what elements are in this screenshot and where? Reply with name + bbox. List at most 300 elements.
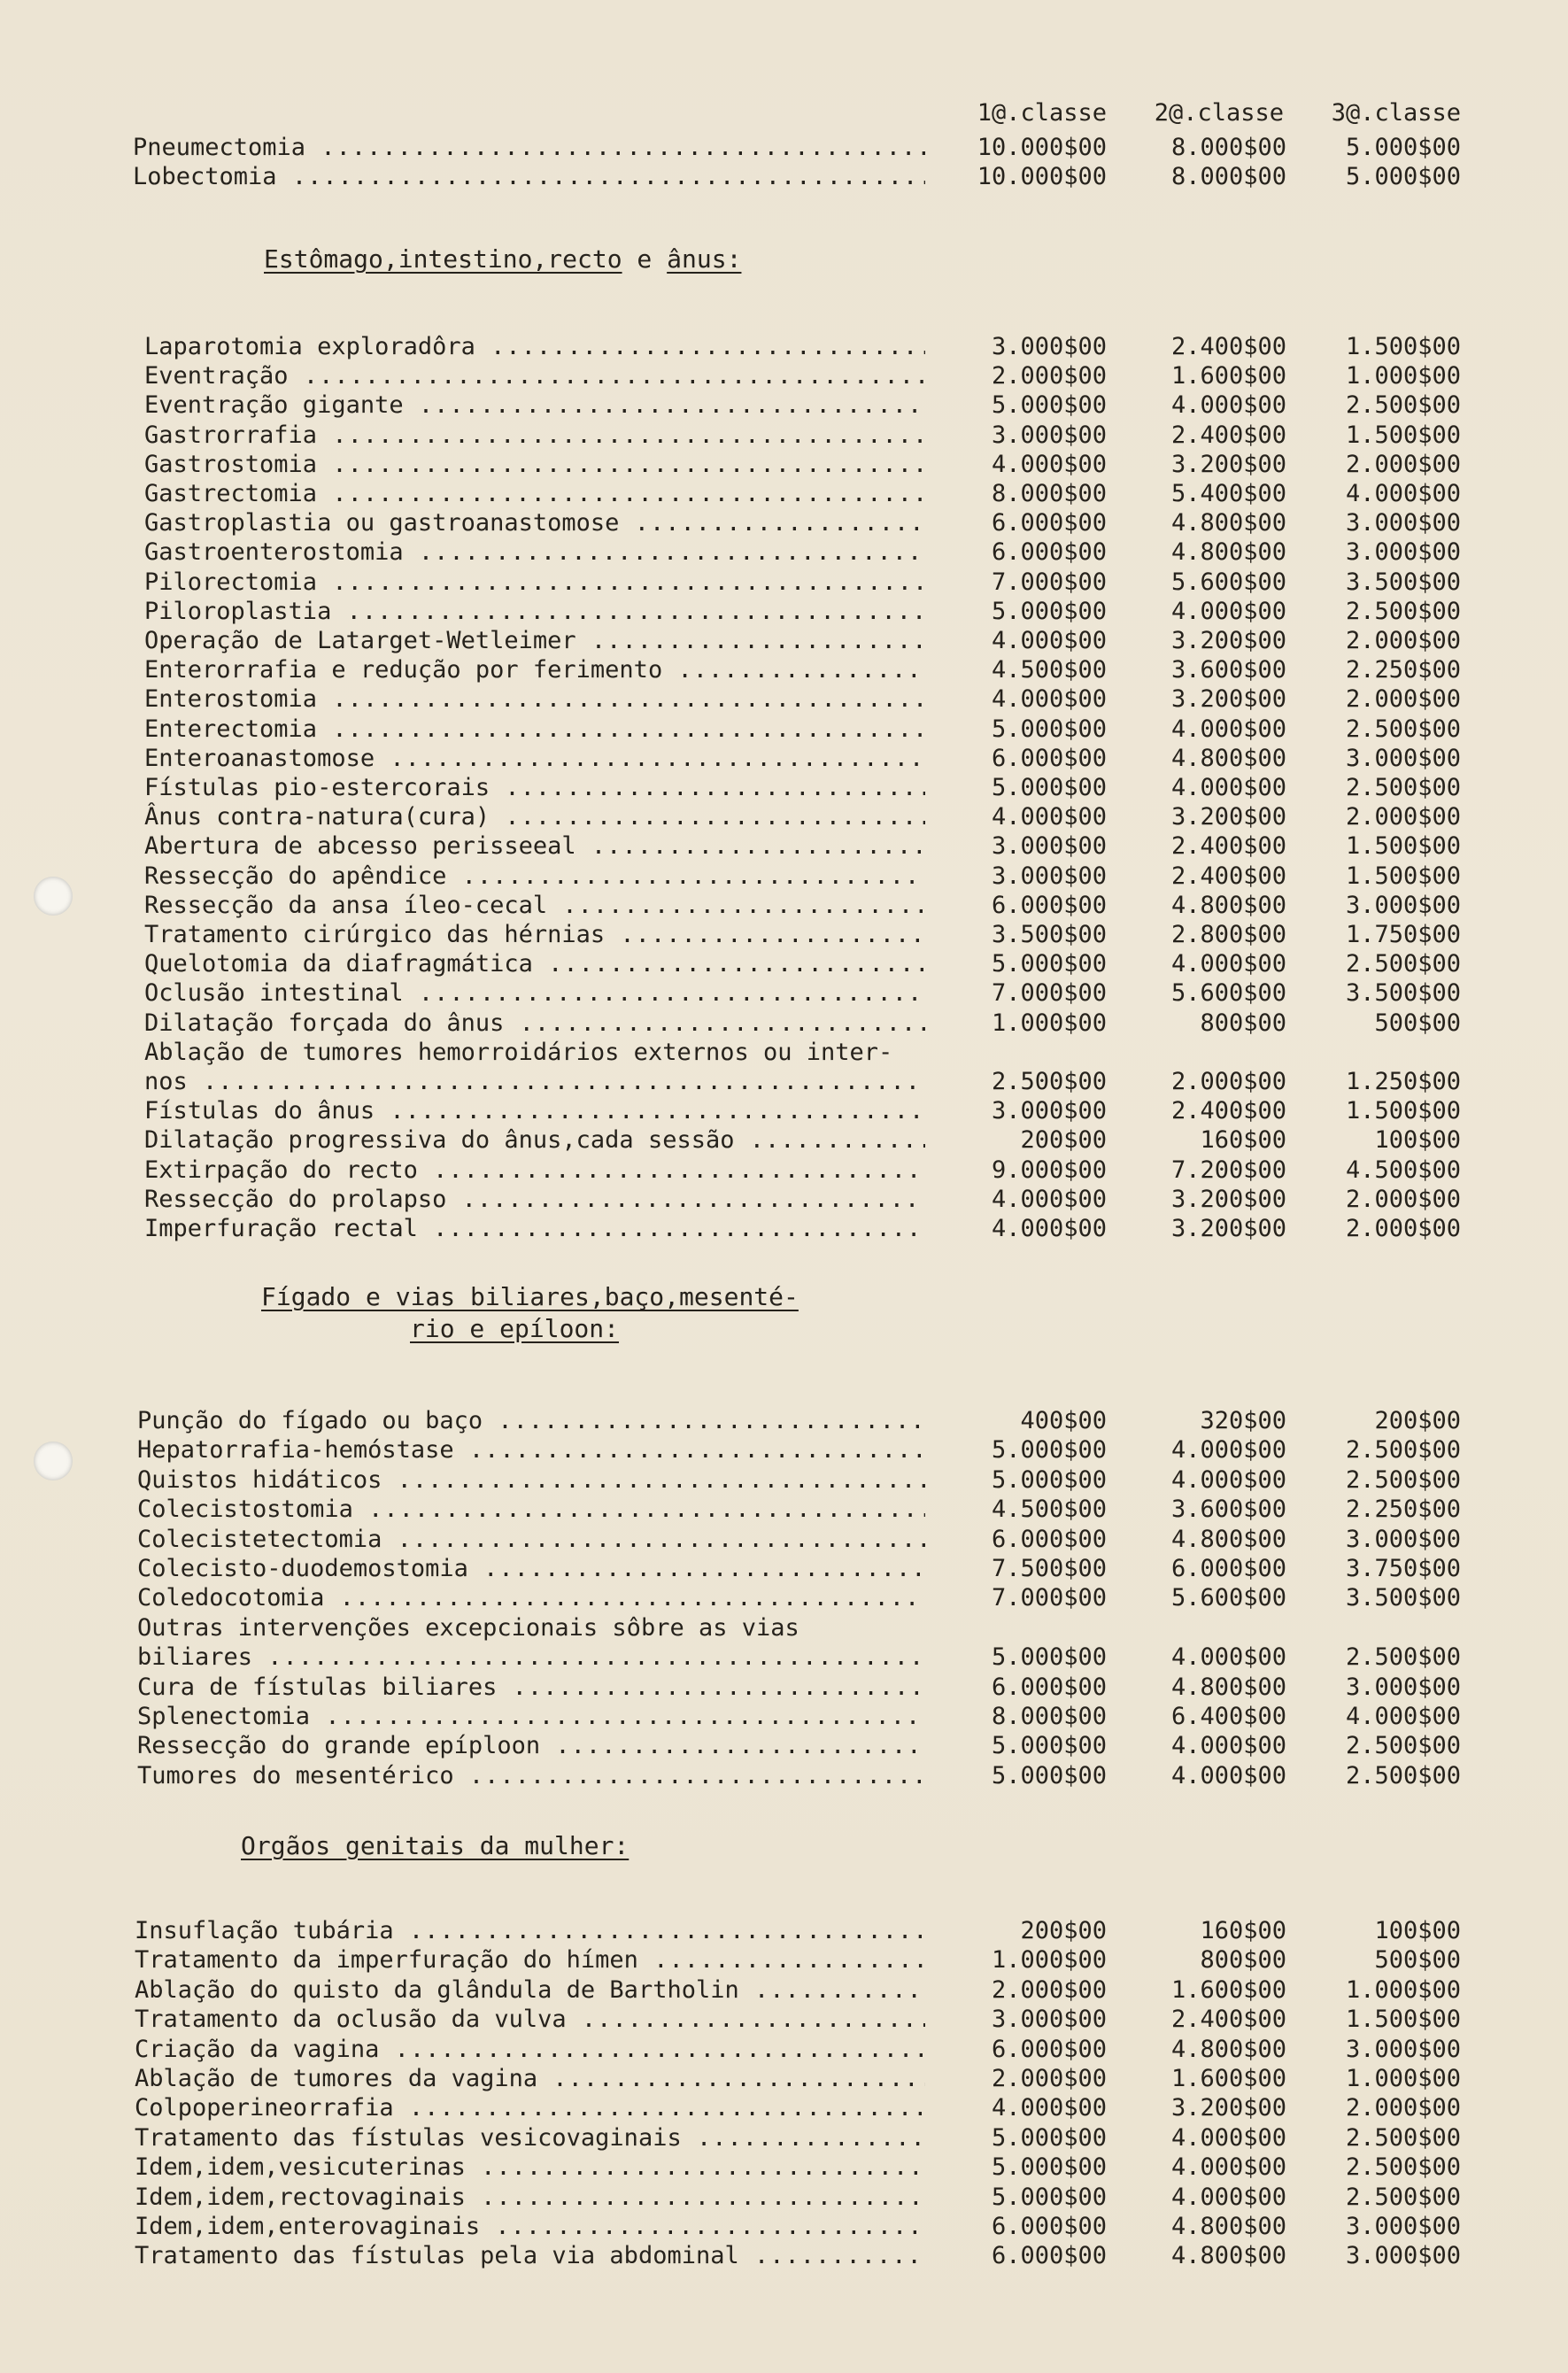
price-class-3: 2.500$00 <box>1345 1465 1461 1494</box>
price-class-2: 4.800$00 <box>1170 891 1286 919</box>
punch-hole-top <box>34 877 73 916</box>
price-class-1: 3.000$00 <box>991 421 1107 449</box>
procedure-name: Extirpação do recto ..... <box>144 1156 925 1185</box>
price-class-3: 2.500$00 <box>1345 597 1461 625</box>
table-row <box>144 831 1568 861</box>
section-title-stomach-part2: e <box>622 244 668 274</box>
price-class-3: 500$00 <box>1374 1946 1461 1975</box>
price-class-2: 3.200$00 <box>1170 2094 1286 2122</box>
price-class-2: 2.400$00 <box>1170 1097 1286 1125</box>
price-class-3: 1.500$00 <box>1345 832 1461 861</box>
price-class-2: 8.000$00 <box>1170 134 1286 161</box>
price-class-1: 8.000$00 <box>991 1703 1107 1730</box>
price-class-2: 5.400$00 <box>1170 480 1286 507</box>
price-class-2: 3.600$00 <box>1170 656 1286 684</box>
price-class-2: 3.200$00 <box>1170 803 1286 831</box>
price-class-3: 3.000$00 <box>1345 744 1461 772</box>
price-class-2: 1.600$00 <box>1170 2065 1286 2092</box>
price-class-2: 4.000$00 <box>1170 1465 1286 1494</box>
price-class-3: 2.000$00 <box>1345 1185 1461 1213</box>
price-class-1: 4.000$00 <box>991 2094 1107 2122</box>
table-row <box>144 390 1568 420</box>
procedure-name: Fístulas pio-estercorais ..... <box>144 773 925 802</box>
price-class-2: 4.800$00 <box>1170 538 1286 567</box>
section-title-genital <box>241 1829 629 1863</box>
price-class-2: 4.800$00 <box>1170 1673 1286 1701</box>
section-title-genital-text: Orgãos genitais da mulher: <box>241 1831 630 1860</box>
procedure-name: Ablação de tumores da vagina ..... <box>135 2064 925 2093</box>
procedure-name: Tratamento das fístulas vesicovaginais ..... <box>135 2123 925 2153</box>
procedure-name: Criação da vagina ..... <box>135 2035 925 2064</box>
price-class-1: 5.000$00 <box>991 1732 1107 1760</box>
table-row <box>144 537 1568 567</box>
table-row <box>144 1009 1568 1038</box>
price-class-2: 3.200$00 <box>1170 1215 1286 1242</box>
price-class-3: 500$00 <box>1374 1009 1461 1037</box>
price-class-1: 4.000$00 <box>991 450 1107 478</box>
procedure-name: Ressecção do grande epíploon ..... <box>137 1731 925 1760</box>
section-title-liver-2 <box>410 1312 619 1346</box>
table-row <box>144 773 1568 802</box>
price-class-3: 200$00 <box>1374 1407 1461 1434</box>
table-row <box>144 1214 1568 1243</box>
price-class-2: 4.000$00 <box>1170 1643 1286 1672</box>
table-row <box>144 508 1568 537</box>
table-row <box>137 1406 1568 1435</box>
price-class-3: 3.750$00 <box>1345 1555 1461 1582</box>
procedure-name: Punção do fígado ou baço ..... <box>137 1406 925 1435</box>
procedure-name: Pilorectomia ..... <box>144 568 925 597</box>
table-row <box>135 2212 1568 2241</box>
price-class-3: 2.500$00 <box>1345 950 1461 978</box>
price-class-1: 5.000$00 <box>991 1643 1107 1672</box>
price-class-2: 2.400$00 <box>1170 421 1286 449</box>
price-class-1: 200$00 <box>1020 1917 1107 1944</box>
procedure-name: Lobectomia ..... <box>133 162 925 191</box>
table-row <box>137 1702 1568 1731</box>
table-row <box>144 597 1568 626</box>
price-class-1: 2.000$00 <box>991 2065 1107 2092</box>
price-class-1: 2.000$00 <box>991 362 1107 390</box>
price-class-3: 2.250$00 <box>1345 1496 1461 1524</box>
table-row <box>144 421 1568 450</box>
price-class-2: 4.000$00 <box>1170 774 1286 801</box>
table-row <box>144 920 1568 949</box>
table-row <box>137 1643 1568 1672</box>
procedure-name: Colecisto-duodemostomia ..... <box>137 1554 925 1583</box>
procedure-name: Ablação de tumores hemorroidários externos ou inter- <box>144 1038 893 1066</box>
section-title-stomach-part3: ânus: <box>667 244 742 274</box>
price-class-3: 2.000$00 <box>1345 1215 1461 1242</box>
procedure-name: Gastroplastia ou gastroanastomose ..... <box>144 508 925 537</box>
price-class-2: 2.400$00 <box>1170 862 1286 890</box>
price-class-1: 6.000$00 <box>991 538 1107 567</box>
procedure-name: Hepatorrafia-hemóstase ..... <box>137 1435 925 1465</box>
procedure-name: Pneumectomia ..... <box>133 133 925 162</box>
table-row <box>135 2153 1568 2182</box>
table-row <box>137 1673 1568 1702</box>
price-class-3: 100$00 <box>1374 1126 1461 1155</box>
table-row <box>144 978 1568 1008</box>
price-class-2: 2.800$00 <box>1170 921 1286 948</box>
price-class-3: 2.250$00 <box>1345 656 1461 684</box>
table-row <box>144 744 1568 773</box>
price-class-1: 200$00 <box>1020 1126 1107 1155</box>
price-class-3: 2.500$00 <box>1345 2153 1461 2182</box>
price-class-1: 7.000$00 <box>991 568 1107 596</box>
price-class-3: 4.000$00 <box>1345 480 1461 507</box>
procedure-name: Abertura de abcesso perisseeal ..... <box>144 831 925 861</box>
price-class-2: 2.400$00 <box>1170 2006 1286 2034</box>
price-class-2: 3.200$00 <box>1170 627 1286 654</box>
column-header <box>0 96 1568 131</box>
table-row <box>133 162 1568 191</box>
price-class-1: 6.000$00 <box>991 2213 1107 2240</box>
price-class-3: 1.500$00 <box>1345 2006 1461 2034</box>
procedure-name: Oclusão intestinal ..... <box>144 978 925 1008</box>
table-row <box>144 450 1568 479</box>
procedure-name: Colpoperineorrafia ..... <box>135 2093 925 2122</box>
section-title-liver <box>261 1280 799 1314</box>
price-class-2: 6.400$00 <box>1170 1703 1286 1730</box>
price-class-1: 2.500$00 <box>991 1068 1107 1095</box>
price-class-2: 4.800$00 <box>1170 509 1286 537</box>
procedure-name: Tratamento cirúrgico das hérnias ..... <box>144 920 925 949</box>
procedure-name: Ânus contra-natura(cura) ..... <box>144 802 925 831</box>
price-class-3: 2.500$00 <box>1345 1436 1461 1465</box>
procedure-name: Eventração ..... <box>144 361 925 390</box>
punch-hole-bottom <box>34 1442 73 1480</box>
price-class-3: 2.500$00 <box>1345 1732 1461 1760</box>
price-class-2: 4.800$00 <box>1170 744 1286 772</box>
price-class-1: 10.000$00 <box>977 134 1107 161</box>
procedure-name: Splenectomia ..... <box>137 1702 925 1731</box>
section-title-stomach <box>264 243 741 276</box>
price-class-1: 4.000$00 <box>991 1215 1107 1242</box>
table-row <box>135 2093 1568 2122</box>
price-class-3: 3.000$00 <box>1345 509 1461 537</box>
procedure-name: Idem,idem,enterovaginais ..... <box>135 2212 925 2241</box>
procedure-name: Gastrectomia ..... <box>144 479 925 508</box>
procedure-name: Ablação do quisto da glândula de Bartholin ..... <box>135 1975 925 2005</box>
table-row <box>137 1761 1568 1790</box>
price-class-1: 6.000$00 <box>991 1673 1107 1701</box>
procedure-name: Enterorrafia e redução por ferimento ..... <box>144 655 925 684</box>
price-class-1: 10.000$00 <box>977 163 1107 190</box>
price-class-1: 7.000$00 <box>991 1584 1107 1612</box>
price-class-2: 320$00 <box>1200 1407 1286 1434</box>
price-class-3: 2.500$00 <box>1345 1761 1461 1789</box>
table-row <box>137 1583 1568 1612</box>
price-class-2: 4.000$00 <box>1170 2123 1286 2152</box>
procedure-name: Coledocotomia ..... <box>137 1583 925 1612</box>
price-class-1: 6.000$00 <box>991 509 1107 537</box>
price-class-3: 1.500$00 <box>1345 421 1461 449</box>
table-row <box>135 2005 1568 2034</box>
procedure-name: Cura de fístulas biliares ..... <box>137 1673 925 1702</box>
procedure-name: Imperfuração rectal ..... <box>144 1214 925 1243</box>
price-class-1: 2.000$00 <box>991 1975 1107 2004</box>
table-row <box>137 1613 1568 1643</box>
price-class-2: 2.400$00 <box>1170 333 1286 360</box>
procedure-name: Insuflação tubária ..... <box>135 1916 925 1945</box>
price-class-3: 4.000$00 <box>1345 1703 1461 1730</box>
section-title-liver-line1: Fígado e vias biliares,baço,mesenté- <box>261 1282 799 1311</box>
header-class-3: 3@.classe <box>1331 99 1461 127</box>
procedure-name: Eventração gigante ..... <box>144 390 925 420</box>
table-row <box>144 802 1568 831</box>
table-row <box>144 715 1568 744</box>
price-class-1: 4.500$00 <box>991 656 1107 684</box>
procedure-name: Gastrorrafia ..... <box>144 421 925 450</box>
price-class-3: 1.000$00 <box>1345 2065 1461 2092</box>
procedure-name: Enteroanastomose ..... <box>144 744 925 773</box>
price-class-1: 7.000$00 <box>991 979 1107 1008</box>
price-class-3: 2.500$00 <box>1345 391 1461 420</box>
price-class-2: 4.000$00 <box>1170 950 1286 978</box>
table-row <box>144 332 1568 361</box>
price-class-3: 2.500$00 <box>1345 715 1461 743</box>
price-class-3: 3.500$00 <box>1345 1584 1461 1612</box>
price-class-2: 3.200$00 <box>1170 1185 1286 1213</box>
price-class-2: 3.200$00 <box>1170 685 1286 714</box>
price-class-1: 7.500$00 <box>991 1555 1107 1582</box>
price-class-1: 6.000$00 <box>991 744 1107 772</box>
price-class-1: 4.000$00 <box>991 627 1107 654</box>
price-class-3: 3.000$00 <box>1345 1673 1461 1701</box>
price-class-1: 9.000$00 <box>991 1156 1107 1184</box>
price-class-3: 1.500$00 <box>1345 1097 1461 1125</box>
price-class-3: 1.000$00 <box>1345 1975 1461 2004</box>
table-row <box>135 1975 1568 2005</box>
price-class-1: 8.000$00 <box>991 480 1107 507</box>
table-row <box>144 361 1568 390</box>
price-class-2: 4.000$00 <box>1170 597 1286 625</box>
table-row <box>133 133 1568 162</box>
price-class-1: 5.000$00 <box>991 715 1107 743</box>
price-class-3: 3.000$00 <box>1345 891 1461 919</box>
procedure-name: Ressecção da ansa íleo-cecal ..... <box>144 891 925 920</box>
price-class-1: 6.000$00 <box>991 2242 1107 2270</box>
price-class-3: 2.500$00 <box>1345 1643 1461 1672</box>
procedure-name: Laparotomia exploradôra ..... <box>144 332 925 361</box>
price-class-3: 1.500$00 <box>1345 862 1461 890</box>
price-class-2: 5.600$00 <box>1170 568 1286 596</box>
procedure-name: Tratamento da imperfuração do hímen ..... <box>135 1945 925 1975</box>
procedure-name: Tratamento da oclusão da vulva ..... <box>135 2005 925 2034</box>
price-class-3: 3.500$00 <box>1345 979 1461 1008</box>
price-class-1: 5.000$00 <box>991 597 1107 625</box>
table-row <box>135 1945 1568 1975</box>
procedure-name: Idem,idem,rectovaginais ..... <box>135 2183 925 2212</box>
price-class-1: 6.000$00 <box>991 2035 1107 2063</box>
price-class-2: 6.000$00 <box>1170 1555 1286 1582</box>
procedure-name: Ressecção do prolapso ..... <box>144 1185 925 1214</box>
price-class-2: 1.600$00 <box>1170 1975 1286 2004</box>
price-class-1: 5.000$00 <box>991 1465 1107 1494</box>
procedure-name: Dilatação forçada do ânus ..... <box>144 1009 925 1038</box>
price-class-3: 3.500$00 <box>1345 568 1461 596</box>
price-class-2: 4.000$00 <box>1170 715 1286 743</box>
table-row <box>135 2123 1568 2153</box>
price-class-2: 800$00 <box>1200 1009 1286 1037</box>
price-class-2: 4.000$00 <box>1170 1436 1286 1465</box>
price-class-1: 6.000$00 <box>991 891 1107 919</box>
price-class-1: 1.000$00 <box>991 1946 1107 1975</box>
procedure-name: Piloroplastia ..... <box>144 597 925 626</box>
table-row <box>144 684 1568 714</box>
table-row <box>144 891 1568 920</box>
price-class-3: 3.000$00 <box>1345 1525 1461 1553</box>
price-class-3: 1.500$00 <box>1345 333 1461 360</box>
price-class-1: 4.000$00 <box>991 803 1107 831</box>
procedure-name: Enterectomia ..... <box>144 715 925 744</box>
price-class-2: 4.000$00 <box>1170 2183 1286 2211</box>
header-class-1: 1@.classe <box>977 99 1107 127</box>
table-row <box>144 568 1568 597</box>
price-class-2: 1.600$00 <box>1170 362 1286 390</box>
price-class-1: 5.000$00 <box>991 2123 1107 2152</box>
price-class-3: 3.000$00 <box>1345 538 1461 567</box>
price-class-1: 400$00 <box>1020 1407 1107 1434</box>
table-row <box>135 1916 1568 1945</box>
table-row <box>137 1465 1568 1495</box>
section-title-liver-line2: rio e epíloon: <box>410 1314 620 1343</box>
price-class-1: 3.000$00 <box>991 862 1107 890</box>
table-row <box>137 1554 1568 1583</box>
price-class-2: 4.800$00 <box>1170 2213 1286 2240</box>
table-row <box>144 1156 1568 1185</box>
table-row <box>137 1731 1568 1760</box>
table-row <box>144 1125 1568 1155</box>
price-class-3: 2.000$00 <box>1345 2094 1461 2122</box>
price-class-2: 8.000$00 <box>1170 163 1286 190</box>
procedure-name: Colecistostomia ..... <box>137 1495 925 1524</box>
procedure-name: Gastroenterostomia ..... <box>144 537 925 567</box>
price-class-2: 4.000$00 <box>1170 1761 1286 1789</box>
price-class-1: 4.000$00 <box>991 685 1107 714</box>
procedure-name: Tumores do mesentérico ..... <box>137 1761 925 1790</box>
price-class-1: 5.000$00 <box>991 2183 1107 2211</box>
price-class-2: 160$00 <box>1200 1126 1286 1155</box>
procedure-name: Colecistetectomia ..... <box>137 1525 925 1554</box>
price-class-2: 7.200$00 <box>1170 1156 1286 1184</box>
procedure-name: Outras intervenções excepcionais sôbre as vias <box>137 1613 799 1642</box>
table-row <box>144 949 1568 978</box>
table-row <box>144 1185 1568 1214</box>
procedure-name: Quelotomia da diafragmática ..... <box>144 949 925 978</box>
price-class-3: 3.000$00 <box>1345 2242 1461 2270</box>
procedure-name: Idem,idem,vesicuterinas ..... <box>135 2153 925 2182</box>
price-class-2: 5.600$00 <box>1170 979 1286 1008</box>
price-class-1: 3.000$00 <box>991 1097 1107 1125</box>
price-class-3: 1.000$00 <box>1345 362 1461 390</box>
price-class-2: 4.800$00 <box>1170 2242 1286 2270</box>
price-class-3: 3.000$00 <box>1345 2213 1461 2240</box>
table-row <box>144 479 1568 508</box>
price-class-3: 1.750$00 <box>1345 921 1461 948</box>
price-class-2: 2.000$00 <box>1170 1068 1286 1095</box>
table-row <box>144 626 1568 655</box>
price-class-2: 2.400$00 <box>1170 832 1286 861</box>
price-class-1: 6.000$00 <box>991 1525 1107 1553</box>
table-row <box>137 1525 1568 1554</box>
procedure-name: Fístulas do ânus ..... <box>144 1096 925 1125</box>
price-class-3: 3.000$00 <box>1345 2035 1461 2063</box>
price-class-3: 2.000$00 <box>1345 685 1461 714</box>
price-class-1: 1.000$00 <box>991 1009 1107 1037</box>
table-row <box>144 1096 1568 1125</box>
table-row <box>144 655 1568 684</box>
procedure-name: Gastrostomia ..... <box>144 450 925 479</box>
price-class-3: 2.000$00 <box>1345 627 1461 654</box>
procedure-name: Operação de Latarget-Wetleimer ..... <box>144 626 925 655</box>
section-title-stomach-part1: Estômago,intestino,recto <box>264 244 622 274</box>
table-row <box>144 1038 1568 1067</box>
price-class-1: 5.000$00 <box>991 2153 1107 2182</box>
price-class-2: 4.000$00 <box>1170 1732 1286 1760</box>
price-class-2: 4.000$00 <box>1170 2153 1286 2182</box>
procedure-name: Enterostomia ..... <box>144 684 925 714</box>
price-class-1: 3.000$00 <box>991 832 1107 861</box>
price-class-1: 3.000$00 <box>991 333 1107 360</box>
procedure-name: Ressecção do apêndice ..... <box>144 862 925 891</box>
price-class-3: 100$00 <box>1374 1917 1461 1944</box>
procedure-name: Quistos hidáticos ..... <box>137 1465 925 1495</box>
price-class-3: 2.000$00 <box>1345 803 1461 831</box>
price-class-2: 4.800$00 <box>1170 1525 1286 1553</box>
price-class-3: 4.500$00 <box>1345 1156 1461 1184</box>
price-class-2: 4.000$00 <box>1170 391 1286 420</box>
price-class-3: 2.500$00 <box>1345 2183 1461 2211</box>
price-class-1: 5.000$00 <box>991 1761 1107 1789</box>
price-class-1: 4.000$00 <box>991 1185 1107 1213</box>
table-row <box>137 1495 1568 1524</box>
table-row <box>135 2183 1568 2212</box>
price-class-3: 5.000$00 <box>1345 163 1461 190</box>
price-class-3: 2.500$00 <box>1345 2123 1461 2152</box>
table-row <box>144 862 1568 891</box>
procedure-name: Tratamento das fístulas pela via abdominal ..... <box>135 2241 925 2270</box>
price-class-3: 1.250$00 <box>1345 1068 1461 1095</box>
table-row <box>135 2035 1568 2064</box>
table-row <box>144 1067 1568 1096</box>
price-class-1: 3.500$00 <box>991 921 1107 948</box>
price-class-2: 5.600$00 <box>1170 1584 1286 1612</box>
price-class-3: 2.500$00 <box>1345 774 1461 801</box>
price-class-3: 5.000$00 <box>1345 134 1461 161</box>
price-class-2: 160$00 <box>1200 1917 1286 1944</box>
table-row <box>137 1435 1568 1465</box>
price-class-1: 3.000$00 <box>991 2006 1107 2034</box>
price-class-1: 5.000$00 <box>991 391 1107 420</box>
price-class-1: 5.000$00 <box>991 1436 1107 1465</box>
table-row <box>135 2064 1568 2093</box>
price-class-2: 3.600$00 <box>1170 1496 1286 1524</box>
price-class-2: 3.200$00 <box>1170 450 1286 478</box>
price-class-1: 5.000$00 <box>991 774 1107 801</box>
procedure-name: biliares ..... <box>137 1643 925 1672</box>
price-class-2: 800$00 <box>1200 1946 1286 1975</box>
price-class-1: 5.000$00 <box>991 950 1107 978</box>
table-row <box>135 2241 1568 2270</box>
price-class-2: 4.800$00 <box>1170 2035 1286 2063</box>
procedure-name: Dilatação progressiva do ânus,cada sessão ..... <box>144 1125 925 1155</box>
header-class-2: 2@.classe <box>1154 99 1284 127</box>
price-class-1: 4.500$00 <box>991 1496 1107 1524</box>
price-class-3: 2.000$00 <box>1345 450 1461 478</box>
procedure-name: nos ..... <box>144 1067 925 1096</box>
